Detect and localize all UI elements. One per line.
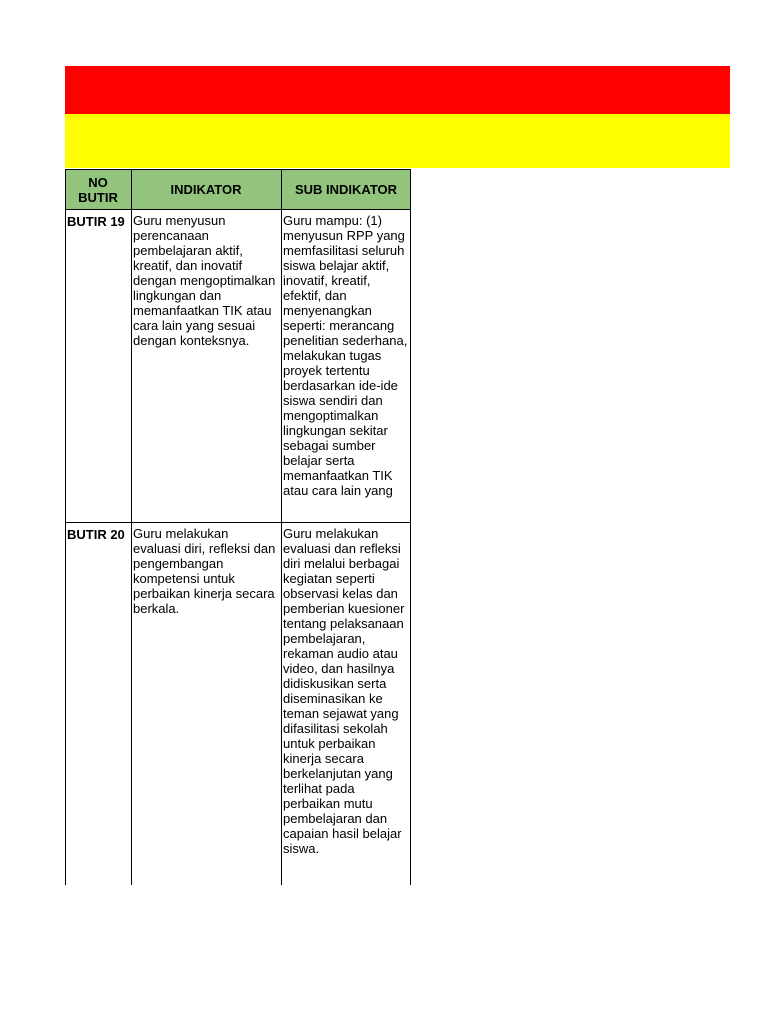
- yellow-banner: [65, 114, 730, 168]
- header-bottom-border: [65, 209, 411, 210]
- table-row-no: BUTIR 19: [67, 214, 125, 229]
- table-border-left: [65, 169, 66, 885]
- table-row-sub-indikator: Guru mampu: (1) menyusun RPP yang memfasilitasi seluruh siswa belajar aktif, inovatif, kreatif, efektif, dan menyenangkan seperti: merancang penelitian sederhana, melakukan tugas proyek tertentu berdasarkan ide-ide siswa sendiri dan mengoptimalkan lingkungan sekitar sebagai sumber belajar serta memanfaatkan TIK atau cara lain yang: [283, 213, 408, 498]
- header-no-butir: NO BUTIR: [65, 169, 131, 210]
- table-border-top: [65, 169, 411, 170]
- row-divider: [65, 522, 411, 523]
- table-row-sub-indikator: Guru melakukan evaluasi dan refleksi diri melalui berbagai kegiatan seperti observasi kelas dan pemberian kuesioner tentang pelaksanaan pembelajaran, rekaman audio atau video, dan hasilnya didiskusikan serta diseminasikan ke teman sejawat yang difasilitasi sekolah untuk perbaikan kinerja secara berkelanjutan yang terlihat pada perbaikan mutu pembelajaran dan capaian hasil belajar siswa.: [283, 526, 405, 856]
- table-row-indikator: Guru melakukan evaluasi diri, refleksi dan pengembangan kompetensi untuk perbaikan kinerja secara berkala.: [133, 526, 276, 616]
- header-indikator: INDIKATOR: [131, 169, 281, 210]
- criteria-table: [65, 169, 411, 885]
- table-border-right: [410, 169, 411, 885]
- table-row-indikator: Guru menyusun perencanaan pembelajaran aktif, kreatif, dan inovatif dengan mengoptimalkan lingkungan dan memanfaatkan TIK atau cara lain yang sesuai dengan konteksnya.: [133, 213, 276, 348]
- column-divider: [131, 169, 132, 885]
- table-row-no: BUTIR 20: [67, 527, 125, 542]
- header-sub-indikator: SUB INDIKATOR: [281, 169, 411, 210]
- column-divider: [281, 169, 282, 885]
- top-red-banner: [65, 66, 730, 114]
